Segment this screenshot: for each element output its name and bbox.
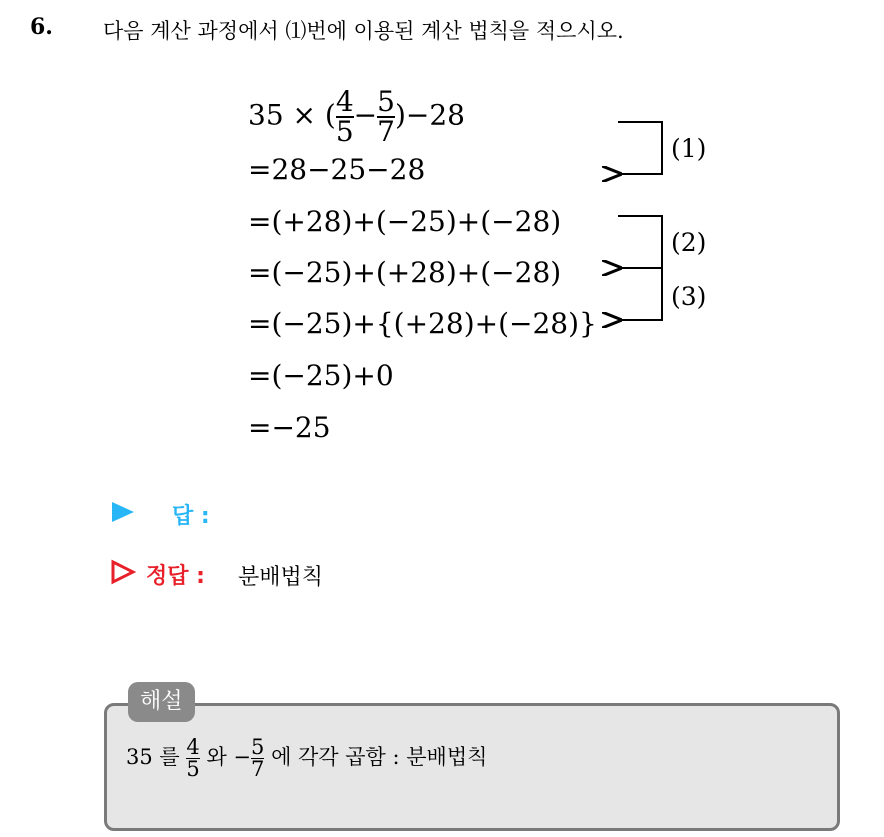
filled-triangle-icon [110, 500, 136, 524]
fraction-four-fifths [335, 85, 354, 148]
step-label-1: (1) [671, 134, 707, 163]
correct-answer-value: 분배법칙 [238, 565, 324, 590]
fraction-denominator: 5 [335, 115, 354, 148]
calc-line-2: =28−25−28 [248, 153, 426, 186]
calc-line-1 [248, 85, 465, 148]
correct-answer-label: 정답 : [146, 564, 205, 589]
fraction-denominator: 7 [377, 115, 395, 148]
explanation-tail: 에 각각 곱함 : 분배법칙 [271, 745, 488, 769]
step-label-3: (3) [671, 282, 707, 311]
question-text: 다음 계산 과정에서 ⑴번에 이용된 계산 법칙을 적으시오. [103, 19, 624, 43]
explanation-fraction-four-fifths [186, 737, 199, 780]
explanation-fraction-five-sevenths [251, 737, 264, 780]
calc-line-1-minus: − [353, 98, 378, 132]
fraction-numerator: 4 [335, 85, 354, 118]
fraction-numerator: 5 [377, 85, 395, 118]
fraction-denominator: 7 [251, 757, 265, 781]
fraction-five-sevenths [377, 85, 395, 148]
step2-arrow [618, 216, 662, 268]
fraction-denominator: 5 [186, 757, 200, 781]
calc-line-6: =(−25)+0 [248, 359, 394, 392]
step-arrows [600, 110, 680, 350]
step1-arrow [618, 122, 662, 174]
calc-line-3: =(+28)+(−25)+(−28) [248, 205, 562, 238]
calc-line-5: =(−25)+{(+28)+(−28)} [248, 307, 597, 340]
explanation-lead: 35 를 [126, 745, 180, 769]
calc-line-1-tail: )−28 [394, 98, 465, 132]
fraction-numerator: 5 [251, 735, 265, 759]
explanation-text [126, 737, 487, 780]
calc-line-4: =(−25)+(+28)+(−28) [248, 256, 562, 289]
calc-line-7: =−25 [248, 411, 331, 444]
explanation-tab: 해설 [128, 682, 195, 722]
question-number: 6. [30, 14, 53, 40]
outline-triangle-icon [110, 559, 136, 585]
step-label-2: (2) [671, 228, 707, 257]
fraction-numerator: 4 [186, 735, 200, 759]
answer-label: 답 : [172, 504, 210, 529]
explanation-mid: 와 − [206, 745, 251, 769]
step3-arrow [618, 268, 662, 320]
calc-line-1-lead: 35 × ( [248, 98, 336, 132]
